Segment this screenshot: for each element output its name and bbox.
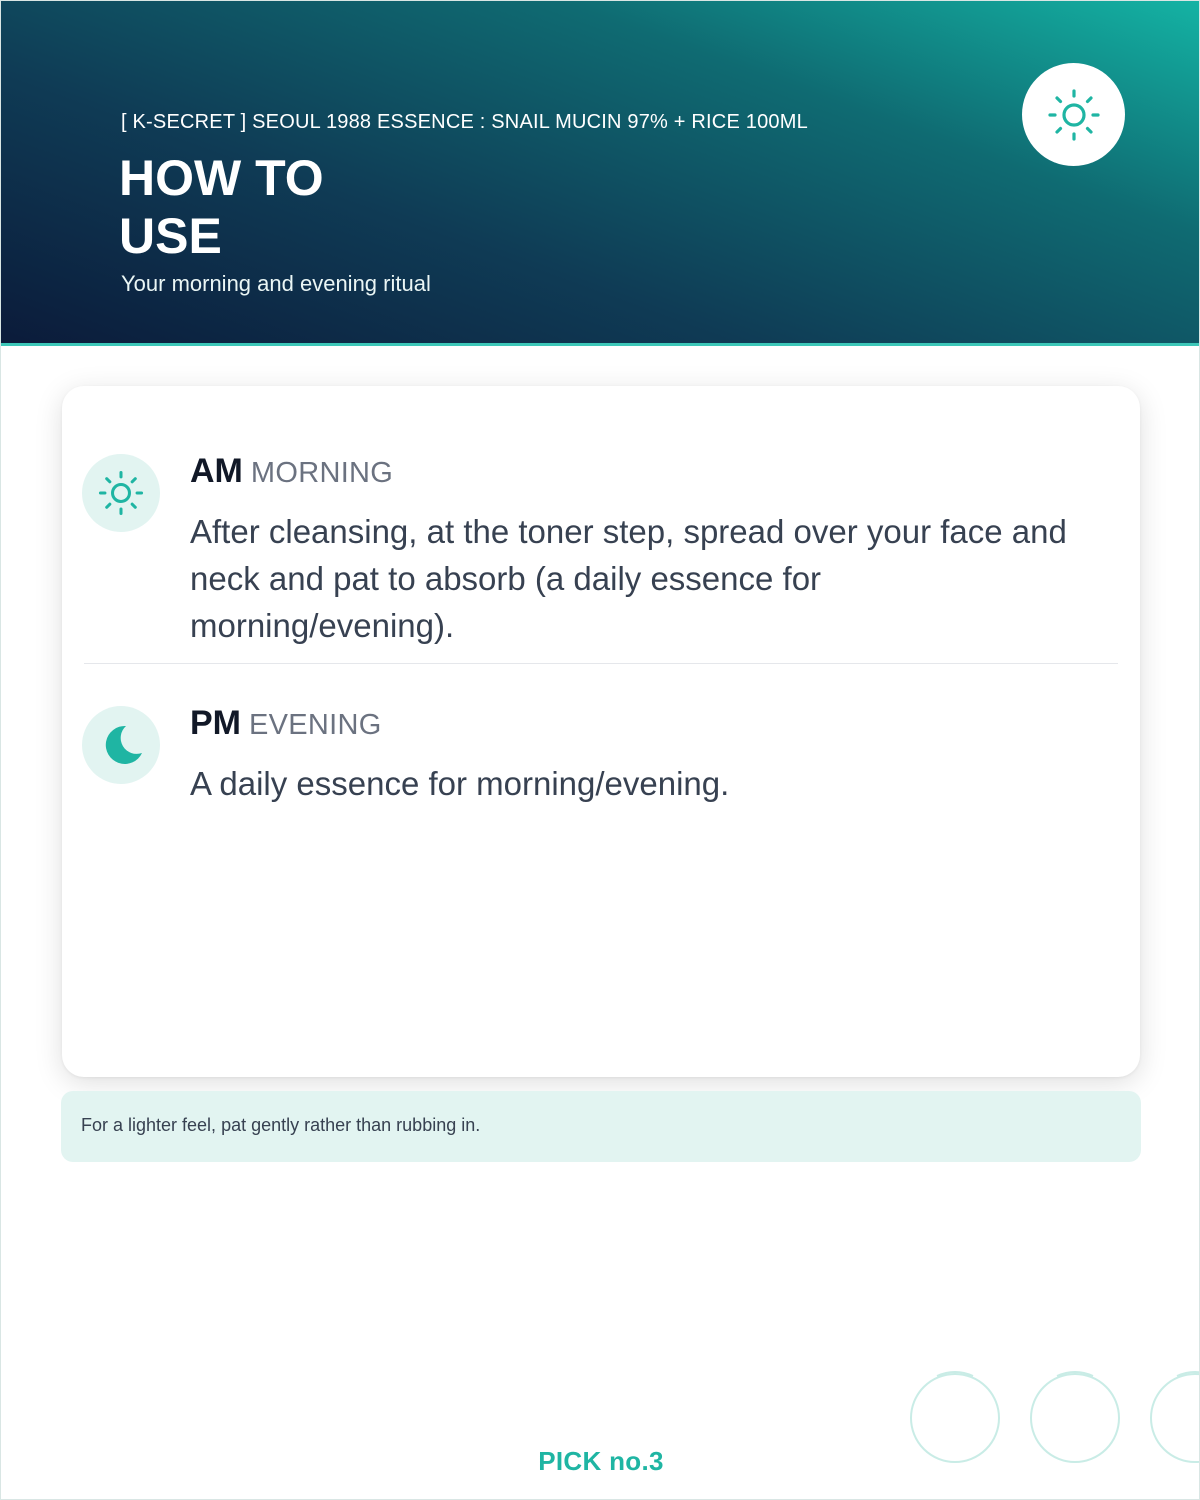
page-title: [119, 149, 519, 265]
step-divider: [84, 663, 1118, 664]
am-code: AM: [190, 452, 243, 490]
am-icon-circle: [82, 454, 160, 532]
title-line-2: USE: [119, 208, 222, 264]
pm-heading: [190, 704, 382, 743]
pm-instructions: A daily essence for morning/evening.: [190, 765, 730, 802]
moon-icon: [96, 720, 146, 770]
header-banner: [1, 1, 1200, 346]
title-line-1: HOW TO: [119, 150, 324, 206]
pm-code: PM: [190, 704, 241, 742]
sun-icon: [96, 468, 146, 518]
sun-icon: [1046, 87, 1102, 143]
am-instructions: After cleansing, at the toner step, spread over your face and neck and pat to absorb (a daily essence for morning/evening).: [190, 513, 1067, 644]
am-heading: [190, 452, 393, 491]
usage-card: [62, 386, 1140, 1077]
pm-label: EVENING: [249, 709, 382, 741]
am-label: MORNING: [250, 457, 394, 489]
tip-box: For a lighter feel, pat gently rather than rubbing in.: [61, 1091, 1141, 1162]
product-name: [ K-SECRET ] SEOUL 1988 ESSENCE : SNAIL MUCIN 97% + RICE 100ML: [121, 111, 808, 133]
page-subtitle: Your morning and evening ritual: [121, 271, 431, 296]
sun-badge: [1022, 63, 1125, 166]
pm-icon-circle: [82, 706, 160, 784]
pick-number: PICK no.3: [538, 1446, 664, 1476]
